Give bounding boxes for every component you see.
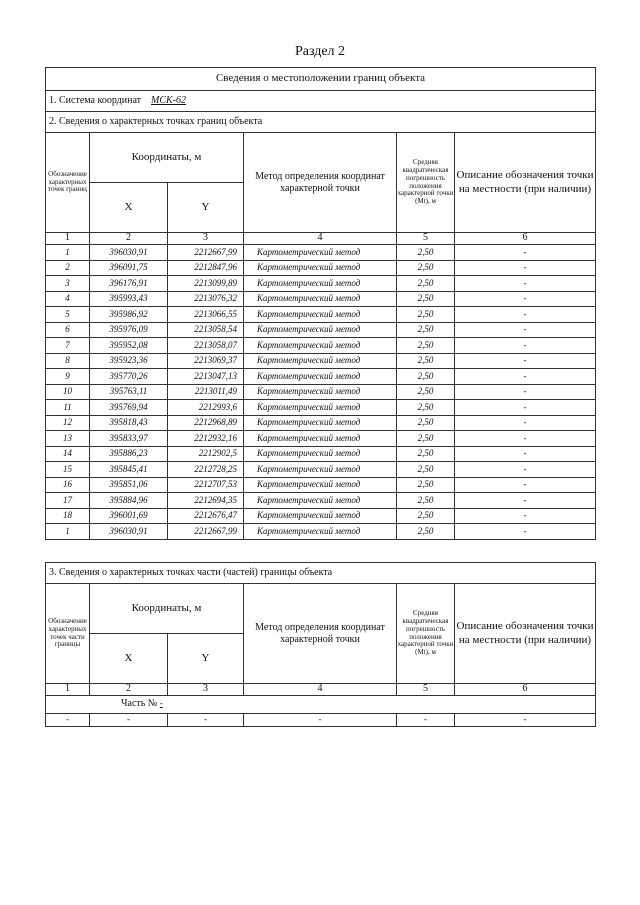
method-cell: Картометрический метод [244,493,397,509]
accuracy-cell: 2,50 [397,384,455,400]
x-cell: 396030,91 [90,524,168,540]
header-y: Y [168,634,244,684]
x-cell: 395769,94 [90,400,168,416]
header-accuracy: Средняя квадратическая погрешность положения характерной точки (Mt), м [397,584,455,684]
x-cell: 395833,97 [90,431,168,447]
table-row [46,369,596,385]
description-cell: - [455,260,596,276]
header-coords: Координаты, м [90,584,244,634]
section-title: Раздел 2 [294,44,346,59]
description-cell: - [455,384,596,400]
accuracy-cell: 2,50 [397,369,455,385]
x-cell: 396091,75 [90,260,168,276]
boundary-table-body [46,245,596,540]
x-cell: 395952,08 [90,338,168,354]
coord-system-row [46,91,596,112]
accuracy-cell: 2,50 [397,524,455,540]
x-cell: 395818,43 [90,415,168,431]
description-cell: - [455,369,596,385]
table-row [46,431,596,447]
method-cell: Картометрический метод [244,260,397,276]
col-number: 5 [397,233,455,245]
table-row [46,322,596,338]
table-row [46,714,596,727]
table-row [46,276,596,292]
header-y: Y [168,183,244,233]
description-cell: - [455,493,596,509]
x-cell: 395986,92 [90,307,168,323]
y-cell: 2212847,96 [168,260,244,276]
method-cell: Картометрический метод [244,462,397,478]
table-row [46,415,596,431]
boundary-table-title: Сведения о местоположении границ объекта [46,68,596,91]
description-cell: - [455,338,596,354]
y-cell: 2213069,37 [168,353,244,369]
header-method: Метод определения координат характерной точки [244,133,397,233]
method-cell: Картометрический метод [244,291,397,307]
method-cell: Картометрический метод [244,322,397,338]
table-row [46,477,596,493]
description-cell: - [455,415,596,431]
method-cell: Картометрический метод [244,307,397,323]
point-id-cell: 6 [46,322,90,338]
method-cell: Картометрический метод [244,415,397,431]
point-id-cell: 14 [46,446,90,462]
method-cell: Картометрический метод [244,400,397,416]
y-cell: 2212932,16 [168,431,244,447]
y-cell: 2213011,49 [168,384,244,400]
accuracy-cell: 2,50 [397,322,455,338]
accuracy-cell: 2,50 [397,400,455,416]
col-number: 4 [244,233,397,245]
part-table [45,562,596,727]
header-accuracy: Средняя квадратическая погрешность положения характерной точки (Mt), м [397,133,455,233]
x-cell: 396176,91 [90,276,168,292]
cell: - [244,714,397,727]
table-row [46,384,596,400]
cell: - [46,714,90,727]
description-cell: - [455,524,596,540]
point-id-cell: 16 [46,477,90,493]
table-row [46,260,596,276]
x-cell: 395770,26 [90,369,168,385]
point-id-cell: 5 [46,307,90,323]
point-id-cell: 4 [46,291,90,307]
cell: - [90,714,168,727]
description-cell: - [455,245,596,261]
col-number: 3 [168,684,244,696]
points-section-label: 2. Сведения о характерных точках границ объекта [46,112,596,133]
x-cell: 396030,91 [90,245,168,261]
x-cell: 396001,69 [90,508,168,524]
cell: - [455,714,596,727]
col-number: 2 [90,233,168,245]
y-cell: 2212694,35 [168,493,244,509]
table-row [46,353,596,369]
col-number: 5 [397,684,455,696]
description-cell: - [455,462,596,478]
table-row [46,493,596,509]
method-cell: Картометрический метод [244,384,397,400]
table-row [46,524,596,540]
y-cell: 2213076,32 [168,291,244,307]
part-table-title: 3. Сведения о характерных точках части (частей) границы объекта [46,563,596,584]
boundary-table [45,67,596,540]
col-number: 2 [90,684,168,696]
y-cell: 2213066,55 [168,307,244,323]
table-row [46,338,596,354]
description-cell: - [455,446,596,462]
point-id-cell: 11 [46,400,90,416]
method-cell: Картометрический метод [244,431,397,447]
accuracy-cell: 2,50 [397,338,455,354]
table-row [46,400,596,416]
coord-system-label: 1. Система координат [49,94,142,106]
point-id-cell: 10 [46,384,90,400]
accuracy-cell: 2,50 [397,415,455,431]
y-cell: 2212728,25 [168,462,244,478]
x-cell: 395884,96 [90,493,168,509]
point-id-cell: 18 [46,508,90,524]
accuracy-cell: 2,50 [397,353,455,369]
accuracy-cell: 2,50 [397,307,455,323]
col-number: 1 [46,684,90,696]
col-number: 3 [168,233,244,245]
point-id-cell: 9 [46,369,90,385]
header-description: Описание обозначения точки на местности (при наличии) [455,133,596,233]
accuracy-cell: 2,50 [397,462,455,478]
point-id-cell: 3 [46,276,90,292]
part-number-value: - [159,698,163,709]
x-cell: 395886,23 [90,446,168,462]
y-cell: 2212993,6 [168,400,244,416]
description-cell: - [455,291,596,307]
table-row [46,307,596,323]
accuracy-cell: 2,50 [397,291,455,307]
header-method: Метод определения координат характерной точки [244,584,397,684]
header-point-id: Обозначение характерных точек части границы [46,584,90,684]
point-id-cell: 17 [46,493,90,509]
description-cell: - [455,477,596,493]
method-cell: Картометрический метод [244,353,397,369]
y-cell: 2213047,13 [168,369,244,385]
x-cell: 395763,11 [90,384,168,400]
method-cell: Картометрический метод [244,524,397,540]
part-number-row [46,696,596,714]
header-coords: Координаты, м [90,133,244,183]
column-numbers [46,233,596,245]
y-cell: 2213058,07 [168,338,244,354]
header-description: Описание обозначения точки на местности (при наличии) [455,584,596,684]
accuracy-cell: 2,50 [397,260,455,276]
column-numbers [46,684,596,696]
table-row [46,245,596,261]
header-x: X [90,634,168,684]
header-x: X [90,183,168,233]
method-cell: Картометрический метод [244,508,397,524]
method-cell: Картометрический метод [244,446,397,462]
header-point-id: Обозначение характерных точек границ [46,133,90,233]
y-cell: 2213099,89 [168,276,244,292]
coord-system-value: МСК-62 [151,94,187,106]
point-id-cell: 8 [46,353,90,369]
y-cell: 2212968,89 [168,415,244,431]
x-cell: 395993,43 [90,291,168,307]
x-cell: 395845,41 [90,462,168,478]
accuracy-cell: 2,50 [397,508,455,524]
y-cell: 2212902,5 [168,446,244,462]
point-id-cell: 13 [46,431,90,447]
description-cell: - [455,307,596,323]
method-cell: Картометрический метод [244,369,397,385]
col-number: 6 [455,233,596,245]
point-id-cell: 2 [46,260,90,276]
accuracy-cell: 2,50 [397,493,455,509]
col-number: 1 [46,233,90,245]
method-cell: Картометрический метод [244,245,397,261]
x-cell: 395851,06 [90,477,168,493]
method-cell: Картометрический метод [244,338,397,354]
y-cell: 2212667,99 [168,245,244,261]
part-number-label: Часть № [121,698,158,710]
table-row [46,462,596,478]
description-cell: - [455,508,596,524]
point-id-cell: 7 [46,338,90,354]
description-cell: - [455,400,596,416]
y-cell: 2212667,99 [168,524,244,540]
accuracy-cell: 2,50 [397,431,455,447]
point-id-cell: 1 [46,245,90,261]
description-cell: - [455,322,596,338]
accuracy-cell: 2,50 [397,245,455,261]
cell: - [397,714,455,727]
y-cell: 2212707,53 [168,477,244,493]
y-cell: 2212676,47 [168,508,244,524]
point-id-cell: 1 [46,524,90,540]
table-row [46,508,596,524]
col-number: 4 [244,684,397,696]
accuracy-cell: 2,50 [397,276,455,292]
cell: - [168,714,244,727]
point-id-cell: 15 [46,462,90,478]
accuracy-cell: 2,50 [397,446,455,462]
table-row [46,446,596,462]
y-cell: 2213058,54 [168,322,244,338]
method-cell: Картометрический метод [244,477,397,493]
description-cell: - [455,353,596,369]
description-cell: - [455,431,596,447]
table-row [46,291,596,307]
x-cell: 395976,09 [90,322,168,338]
point-id-cell: 12 [46,415,90,431]
method-cell: Картометрический метод [244,276,397,292]
col-number: 6 [455,684,596,696]
x-cell: 395923,36 [90,353,168,369]
description-cell: - [455,276,596,292]
accuracy-cell: 2,50 [397,477,455,493]
